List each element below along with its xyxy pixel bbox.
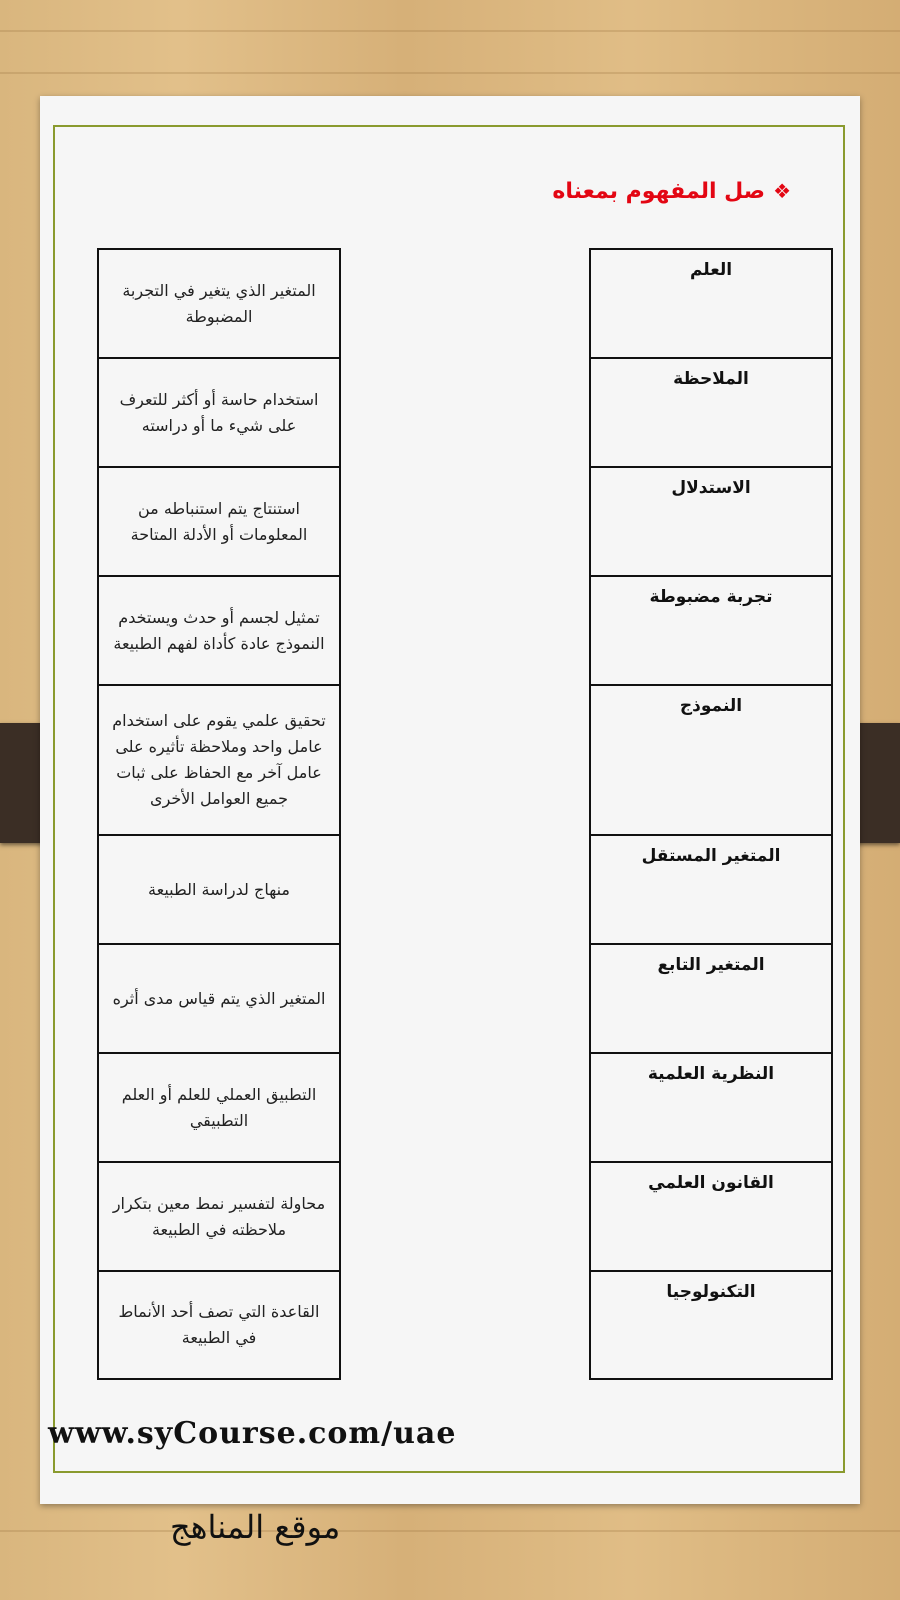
concept-cell[interactable]: النظرية العلمية <box>591 1054 831 1163</box>
worksheet-paper <box>40 96 860 1504</box>
meaning-cell[interactable]: استخدام حاسة أو أكثر للتعرف على شيء ما أو دراسته <box>99 359 339 468</box>
meaning-cell[interactable]: محاولة لتفسير نمط معين بتكرار ملاحظته في الطبيعة <box>99 1163 339 1272</box>
concept-cell[interactable]: تجربة مضبوطة <box>591 577 831 686</box>
concept-cell[interactable]: النموذج <box>591 686 831 836</box>
concept-cell[interactable]: الملاحظة <box>591 359 831 468</box>
website-url[interactable]: www.syCourse.com/uae <box>48 1416 457 1451</box>
site-name: موقع المناهج <box>170 1508 341 1546</box>
heading-text: صل المفهوم بمعناه <box>552 179 766 204</box>
meaning-cell[interactable]: المتغير الذي يتغير في التجربة المضبوطة <box>99 250 339 359</box>
concepts-column <box>589 248 833 1380</box>
concept-cell[interactable]: المتغير المستقل <box>591 836 831 945</box>
meaning-cell[interactable]: استنتاج يتم استنباطه من المعلومات أو الأدلة المتاحة <box>99 468 339 577</box>
concept-cell[interactable]: المتغير التابع <box>591 945 831 1054</box>
concept-cell[interactable]: التكنولوجيا <box>666 1282 756 1302</box>
concept-cell[interactable]: الاستدلال <box>591 468 831 577</box>
meaning-cell[interactable]: تمثيل لجسم أو حدث ويستخدم النموذج عادة كأداة لفهم الطبيعة <box>99 577 339 686</box>
wood-grain <box>0 1530 900 1532</box>
wood-grain <box>0 72 900 74</box>
meaning-cell[interactable]: القاعدة التي تصف أحد الأنماط في الطبيعة <box>118 1302 320 1347</box>
worksheet-frame <box>53 125 845 1473</box>
meaning-cell[interactable]: تحقيق علمي يقوم على استخدام عامل واحد وملاحظة تأثيره على عامل آخر مع الحفاظ على ثبات جميع العوامل الأخرى <box>99 686 339 836</box>
wood-grain <box>0 30 900 32</box>
meanings-column <box>97 248 341 1380</box>
meaning-cell[interactable]: التطبيق العملي للعلم أو العلم التطبيقي <box>99 1054 339 1163</box>
concept-cell[interactable]: العلم <box>591 250 831 359</box>
concept-cell[interactable]: القانون العلمي <box>591 1163 831 1272</box>
worksheet-heading <box>552 179 791 204</box>
meaning-cell[interactable]: المتغير الذي يتم قياس مدى أثره <box>99 945 339 1054</box>
diamond-bullet-icon: ❖ <box>773 179 791 203</box>
meaning-cell[interactable]: منهاج لدراسة الطبيعة <box>99 836 339 945</box>
